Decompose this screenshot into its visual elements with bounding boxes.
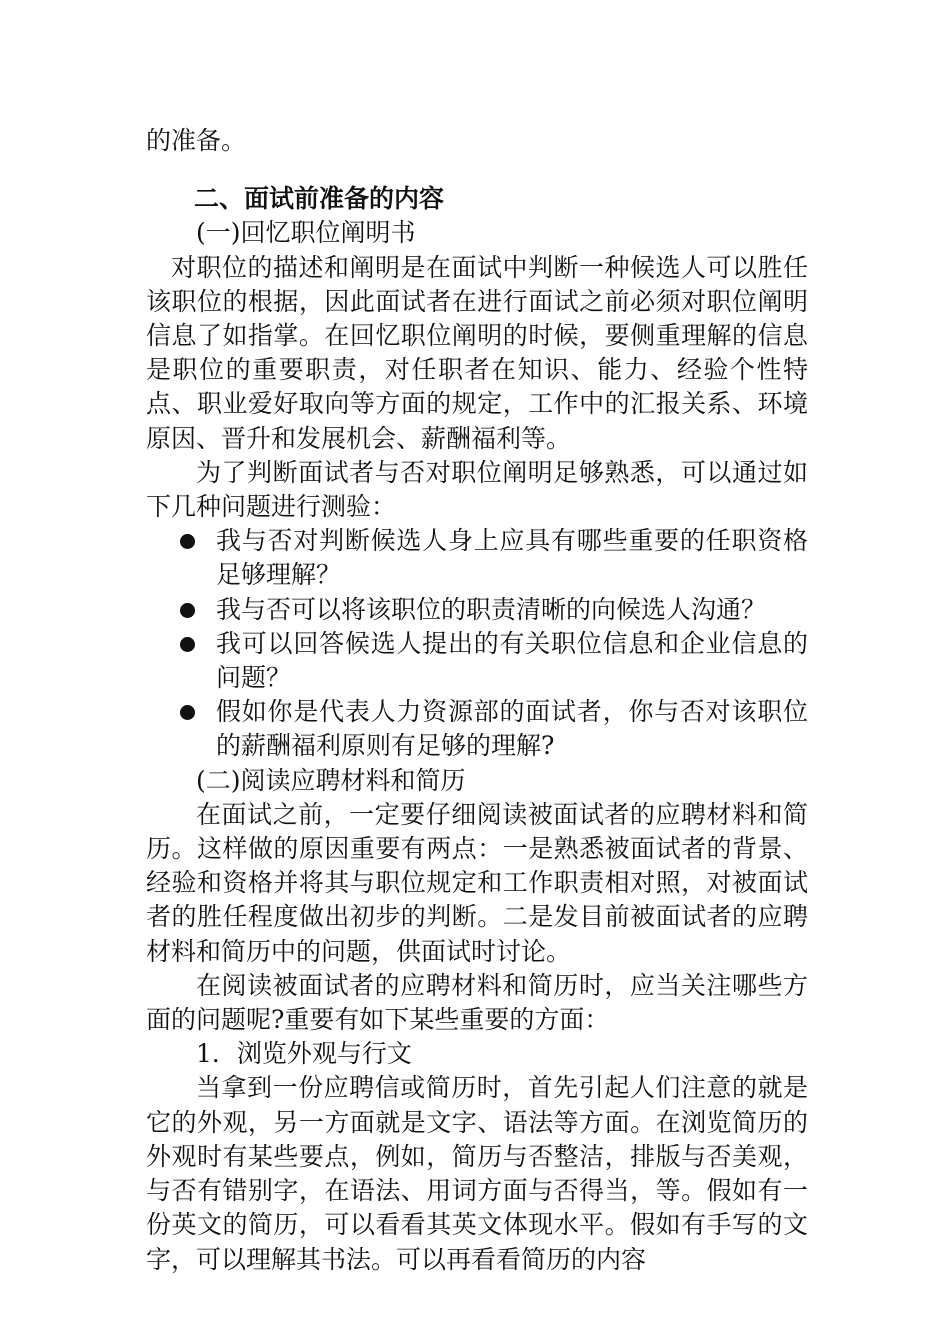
- paragraph-1: 对职位的描述和阐明是在面试中判断一种候选人可以胜任该职位的根据，因此面试者在进行面试之前必须对职位阐明信息了如指掌。在回忆职位阐明的时候，要侧重理解的信息是职位的重要职责，对任职者在知识、能力、经验个性特点、职业爱好取向等方面的规定，工作中的汇报关系、环境原因、晋升和发展机会、薪酬福利等。: [146, 252, 808, 453]
- list-item: [216, 593, 808, 627]
- subsection-heading-3: 1．浏览外观与行文: [196, 1039, 412, 1069]
- subsection-heading-2: (二)阅读应聘材料和简历: [196, 765, 466, 795]
- list-item-text: 我与否对判断候选人身上应具有哪些重要的任职资格足够理解？: [216, 526, 808, 590]
- list-item: [216, 627, 808, 695]
- section-heading: 二、面试前准备的内容: [194, 184, 445, 214]
- paragraph-5: 当拿到一份应聘信或简历时，首先引起人们注意的就是它的外观，另一方面就是文字、语法等方面。在浏览简历的外观时有某些要点，例如，简历与否整洁，排版与否美观，与否有错别字，在语法、用词方面与否得当，等。假如有一份英文的简历，可以看看其英文体现水平。假如有手写的文字，可以理解其书法。可以再看看简历的内容: [146, 1073, 808, 1274]
- list-item-text: 我与否可以将该职位的职责清晰的向候选人沟通？: [216, 594, 767, 624]
- list-item-text: 假如你是代表人力资源部的面试者，你与否对该职位的薪酬福利原则有足够的理解?: [216, 697, 808, 761]
- subsection-heading-1: (一)回忆职位阐明书: [196, 218, 416, 248]
- list-item-text: 我可以回答候选人提出的有关职位信息和企业信息的问题？: [216, 628, 808, 693]
- bullet-icon: [180, 705, 195, 720]
- paragraph-lead: 的准备。: [146, 126, 247, 155]
- bullet-icon: [180, 603, 195, 618]
- document-page: [146, 124, 808, 1277]
- list-item: [216, 524, 808, 592]
- paragraph-2: 为了判断面试者与否对职位阐明足够熟悉，可以通过如下几种问题进行测验：: [146, 457, 808, 522]
- bullet-icon: [180, 637, 195, 652]
- paragraph-4: 在阅读被面试者的应聘材料和简历时，应当关注哪些方面的问题呢?重要有如下某些重要的方面：: [146, 970, 808, 1035]
- paragraph-3: 在面试之前，一定要仔细阅读被面试者的应聘材料和简历。这样做的原因重要有两点：一是熟悉被面试者的背景、经验和资格并将其与职位规定和工作职责相对照，对被面试者的胜任程度做出初步的判断。二是发目前被面试者的应聘材料和简历中的问题，供面试时讨论。: [146, 799, 808, 966]
- bullet-icon: [180, 534, 195, 549]
- bullet-list: [146, 524, 808, 763]
- list-item: [216, 695, 808, 763]
